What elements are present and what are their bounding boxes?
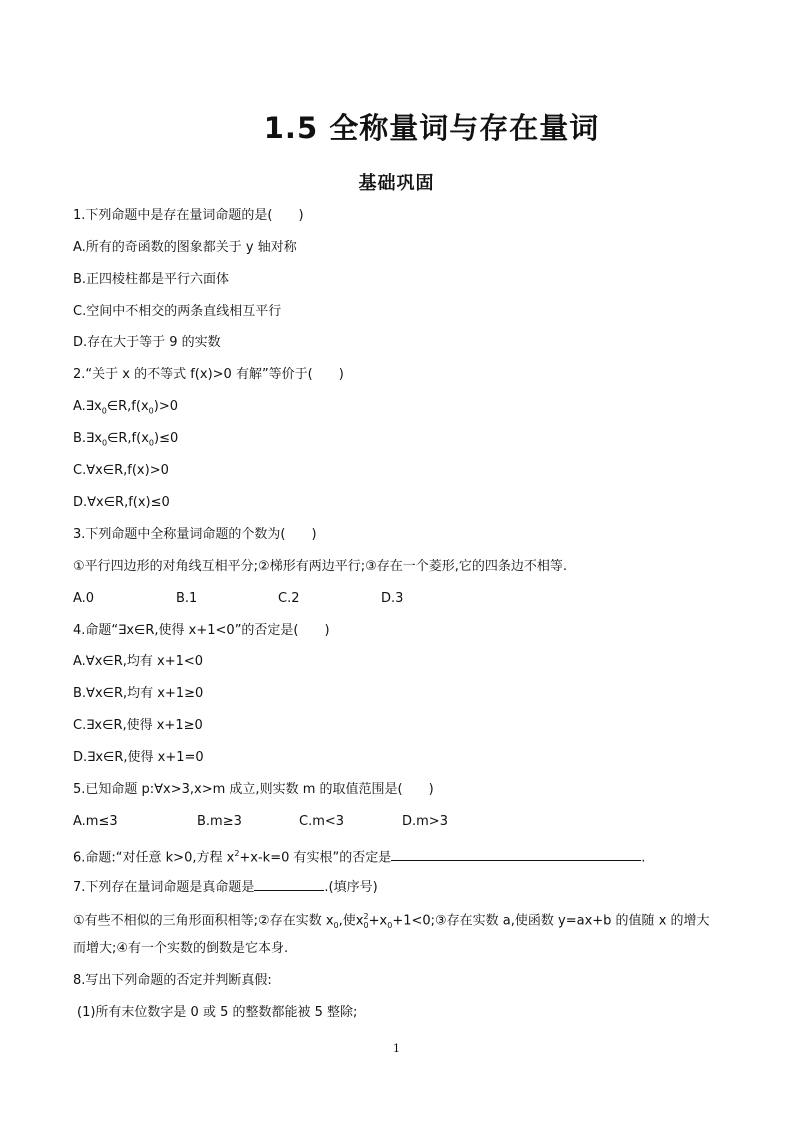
answer-blank[interactable] [391,846,641,861]
question-2-option-c: C.∀x∈R,f(x)>0 [73,463,169,478]
question-5-option-b: B.m≥3 [197,814,242,829]
question-5-option-d: D.m>3 [402,814,448,829]
question-2-option-b: $B.\exists x_0\in R,f(x_0)\le 0$ [73,431,179,448]
question-2-option-a: $A.\exists x_0\in R,f(x_0)>0$ [73,399,178,416]
answer-blank[interactable] [254,876,324,891]
question-3-stem: 3.下列命题中全称量词命题的个数为( ) [73,527,317,542]
question-5-option-c: C.m<3 [299,814,345,829]
section-heading: 基础巩固 [358,173,435,194]
question-1-option-d: D.存在大于等于 9 的实数 [73,335,221,350]
question-3-statement: ①平行四边形的对角线互相平分;②梯形有两边平行;③存在一个菱形,它的四条边不相等. [73,559,567,574]
question-2-option-d: D.∀x∈R,f(x)≤0 [73,495,170,510]
question-4-option-d: D.∃x∈R,使得 x+1=0 [73,750,204,765]
page-title: 1.5 全称量词与存在量词 [263,111,600,145]
question-3-option-b: B.1 [176,591,198,606]
question-3-option-c: C.2 [278,591,300,606]
question-3-options [73,590,403,608]
question-5-stem: 5.已知命题 p:∀x>3,x>m 成立,则实数 m 的取值范围是( ) [73,782,434,797]
question-8-part-1: (1)所有末位数字是 0 或 5 的整数都能被 5 整除; [77,1005,358,1020]
question-8-stem: 8.写出下列命题的否定并判断真假: [73,973,272,988]
question-5-option-a: A.m≤3 [73,814,118,829]
question-1-option-c: C.空间中不相交的两条直线相互平行 [73,304,282,319]
question-4-stem: 4.命题“∃x∈R,使得 x+1<0”的否定是( ) [73,623,330,638]
question-6: 6.命题:“对任意 k>0,方程 $x^2+x-k=0$ 有实根”的否定是 . [73,845,645,867]
question-1-stem: 1.下列命题中是存在量词命题的是( ) [73,208,304,223]
question-4-option-b: B.∀x∈R,均有 x+1≥0 [73,686,204,701]
question-4-option-c: C.∃x∈R,使得 x+1≥0 [73,718,203,733]
question-7-statements-line-2: 而增大;④有一个实数的倒数是它本身. [73,941,289,956]
question-5-options [73,813,448,831]
question-1-option-a: A.所有的奇函数的图象都关于 y 轴对称 [73,240,297,255]
question-3-option-d: D.3 [381,591,404,606]
page-number: 1 [393,1042,400,1055]
question-1-option-b: B.正四棱柱都是平行六面体 [73,272,230,287]
question-7-stem: 7.下列存在量词命题是真命题是 .(填序号) [73,876,378,897]
question-3-option-a: A.0 [73,591,95,606]
question-2-stem: 2.“关于 x 的不等式 f(x)>0 有解”等价于( ) [73,367,344,382]
question-7-statements-line-1: ①有些不相似的三角形面积相等;②存在实数 $x_0$,使$x^2_0+x_0+1<0;③$存在实数 a,使函数 y=ax+b 的值随 x 的增大 [73,912,710,930]
question-4-option-a: A.∀x∈R,均有 x+1<0 [73,654,204,669]
